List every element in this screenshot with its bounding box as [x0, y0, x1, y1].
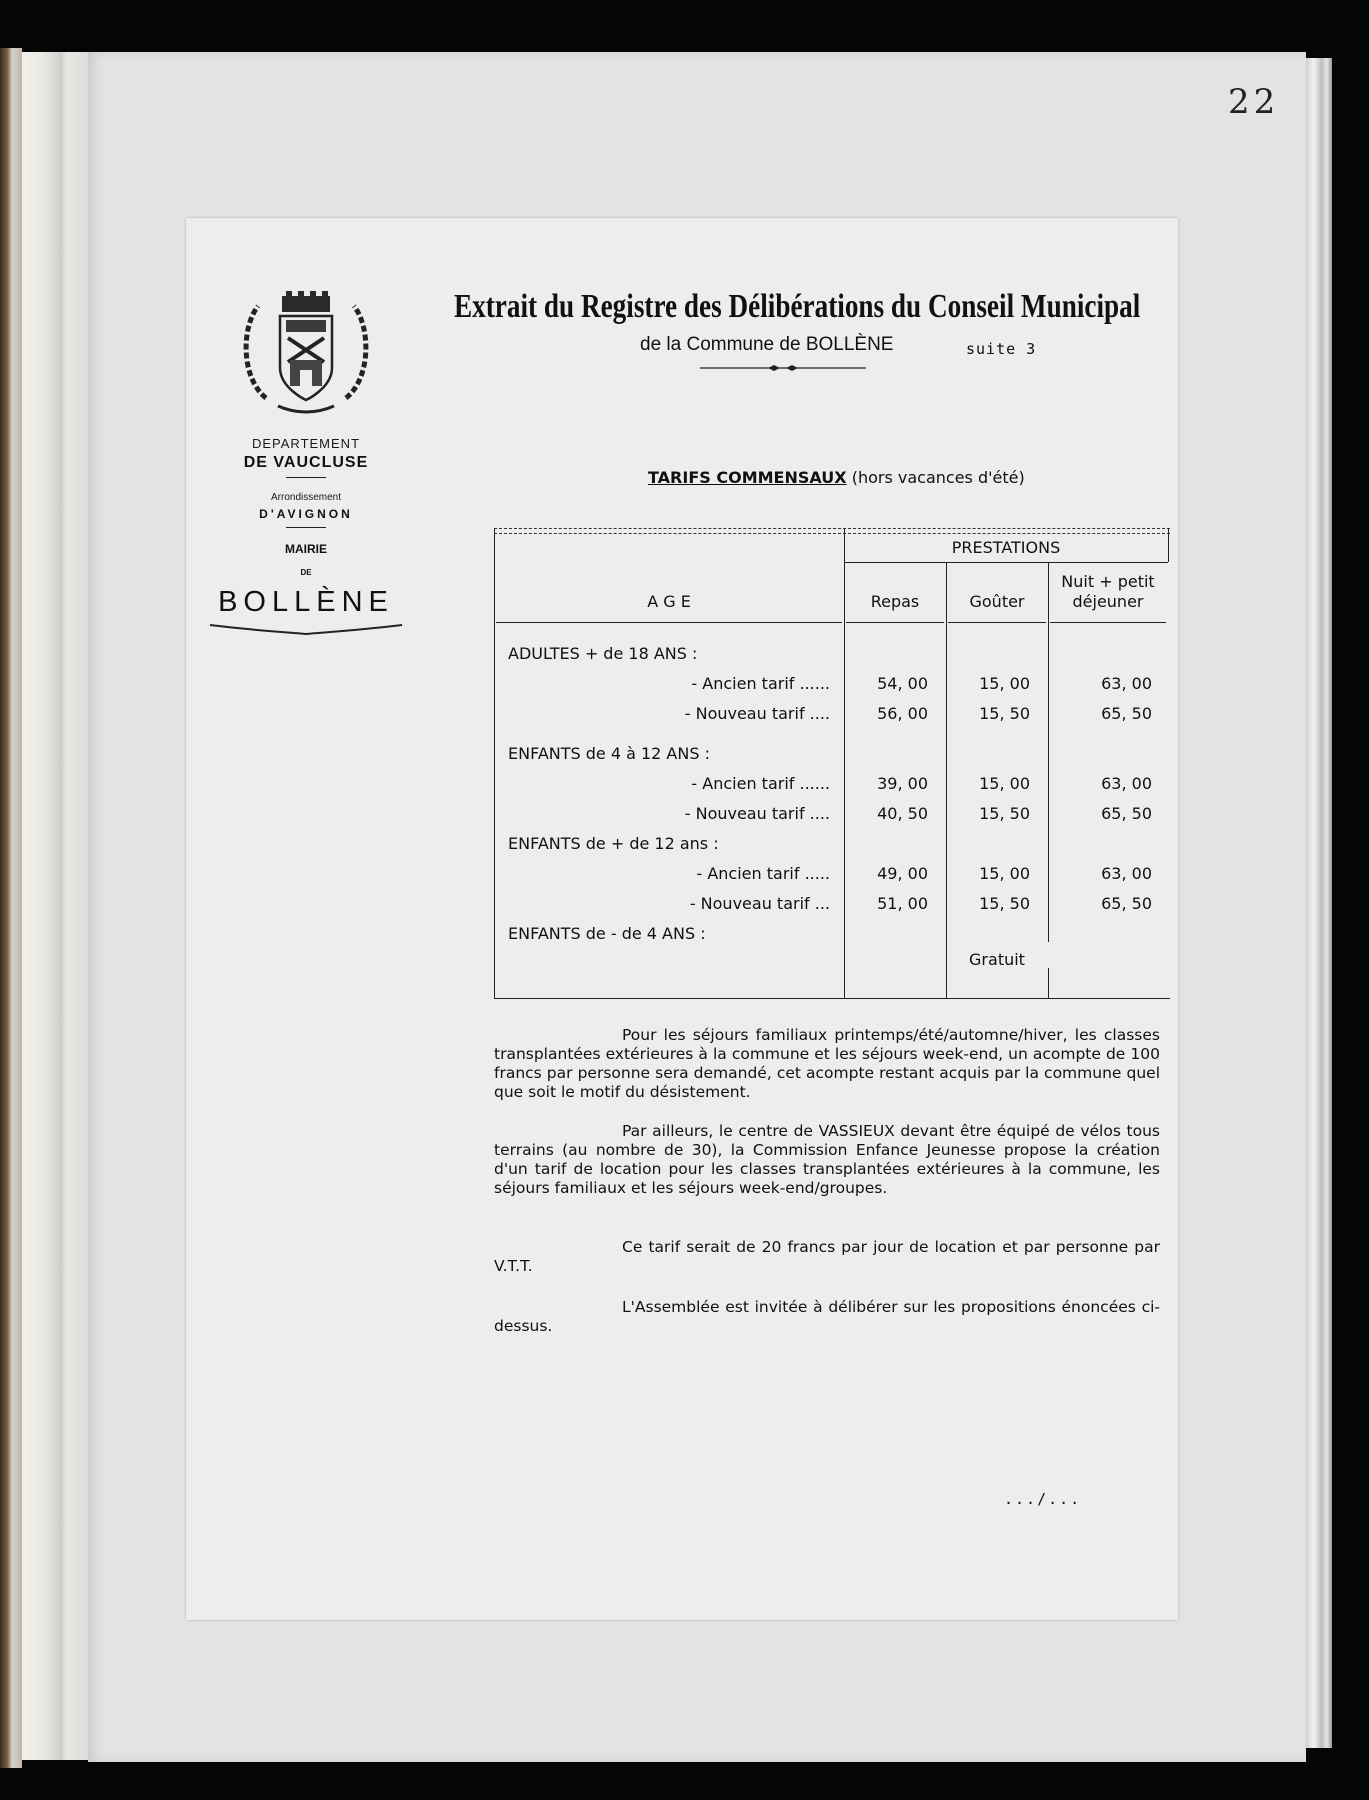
cell-repas: 49, 00 — [877, 864, 928, 883]
arrondissement-name: D'AVIGNON — [259, 507, 353, 521]
cell-nuit: 65, 50 — [1101, 804, 1152, 823]
document-title: Extrait du Registre des Délibérations du Conseil Municipal — [454, 288, 1141, 325]
header-nuit: déjeuner — [1072, 592, 1144, 611]
header-repas: Repas — [870, 592, 920, 611]
document-subtitle: de la Commune de BOLLÈNE — [640, 334, 894, 355]
group-label: ENFANTS de + de 12 ans : — [508, 834, 719, 853]
cell-gouter: 15, 00 — [979, 864, 1030, 883]
table-divider-gouter — [1048, 562, 1049, 942]
table-group-header-rule — [844, 562, 1168, 563]
department-name: DE VAUCLUSE — [243, 454, 369, 471]
cell-gouter: 15, 50 — [979, 894, 1030, 913]
table-bottom-rule — [494, 998, 1170, 999]
group-label: ADULTES + de 18 ANS : — [508, 644, 698, 663]
cell-gouter: 15, 00 — [979, 674, 1030, 693]
section-title-main: TARIFS COMMENSAUX — [648, 468, 847, 487]
cell-gouter: 15, 00 — [979, 774, 1030, 793]
register-spine — [22, 52, 92, 1760]
cell-gratuit: Gratuit — [969, 950, 1025, 969]
title-ornament — [700, 364, 866, 372]
cell-repas: 40, 50 — [877, 804, 928, 823]
group-label: ENFANTS de - de 4 ANS : — [508, 924, 706, 943]
row-label: - Ancien tarif ..... — [696, 864, 830, 883]
binder-edge — [0, 48, 22, 1768]
table-border-right — [1168, 528, 1169, 562]
letterhead-divider — [286, 527, 326, 528]
deliberation-sheet — [186, 218, 1178, 1620]
cell-gouter: 15, 50 — [979, 704, 1030, 723]
table-header-rule-nuit — [1050, 622, 1166, 623]
paragraph-assemblee: L'Assemblée est invitée à délibérer sur les propositions énoncées ci-dessus. — [494, 1298, 1160, 1335]
cell-repas: 51, 00 — [877, 894, 928, 913]
coat-of-arms-icon — [236, 288, 376, 418]
cell-repas: 54, 00 — [877, 674, 928, 693]
cell-nuit: 63, 00 — [1101, 674, 1152, 693]
tariff-table — [494, 528, 1170, 1000]
header-prestations: PRESTATIONS — [951, 538, 1061, 557]
row-label: - Ancien tarif ...... — [691, 774, 830, 793]
paragraph-vtt: Par ailleurs, le centre de VASSIEUX devant être équipé de vélos tous terrains (au nombre de 30), la Commission Enfance Jeunesse propose la création d'un tarif de location pour les classes transplantées extérieures à la commune, les séjours familiaux et les séjours week-end/groupes. — [494, 1122, 1160, 1197]
table-header-rule-repas — [846, 622, 944, 623]
letterhead-divider — [286, 477, 326, 478]
header-gouter: Goûter — [969, 592, 1025, 611]
cell-nuit: 65, 50 — [1101, 894, 1152, 913]
town-swash-ornament — [208, 622, 404, 636]
row-label: - Nouveau tarif .... — [684, 804, 830, 823]
cell-nuit: 63, 00 — [1101, 864, 1152, 883]
mairie-label: MAIRIE — [285, 542, 327, 556]
cell-repas: 39, 00 — [877, 774, 928, 793]
table-header-rule-gouter — [948, 622, 1046, 623]
section-title — [648, 468, 1168, 487]
paragraph-acompte: Pour les séjours familiaux printemps/été/automne/hiver, les classes transplantées extérieures à la commune et les séjours week-end, un acompte de 100 francs par personne sera demandé, cet acompte restant acquis par la commune quel que soit le motif du désistement. — [494, 1026, 1160, 1101]
cell-nuit: 65, 50 — [1101, 704, 1152, 723]
cell-nuit: 63, 00 — [1101, 774, 1152, 793]
header-age: A G E — [647, 592, 691, 611]
table-header-rule-age — [496, 622, 842, 623]
mairie-de-label: DE — [300, 568, 312, 577]
cell-gouter: 15, 50 — [979, 804, 1030, 823]
row-label: - Nouveau tarif ... — [689, 894, 830, 913]
arrondissement-label: Arrondissement — [270, 492, 342, 503]
town-name: BOLLÈNE — [218, 586, 394, 618]
table-divider-gouter-bottom — [1048, 968, 1049, 998]
table-top-dashed-rule — [494, 528, 1170, 534]
page-stack-edge — [1306, 58, 1332, 1748]
continuation-mark: .../... — [1004, 1490, 1082, 1508]
row-label: - Nouveau tarif .... — [684, 704, 830, 723]
group-label: ENFANTS de 4 à 12 ANS : — [508, 744, 710, 763]
header-nuit: Nuit + petit — [1061, 572, 1155, 591]
paragraph-tarif-vtt: Ce tarif serait de 20 francs par jour de location et par personne par V.T.T. — [494, 1238, 1160, 1275]
department-label: DEPARTEMENT — [251, 436, 361, 451]
page-number: 22 — [1228, 82, 1280, 122]
document-suite-label: suite 3 — [966, 340, 1037, 358]
cell-repas: 56, 00 — [877, 704, 928, 723]
row-label: - Ancien tarif ...... — [691, 674, 830, 693]
section-title-qualifier: (hors vacances d'été) — [851, 468, 1025, 487]
